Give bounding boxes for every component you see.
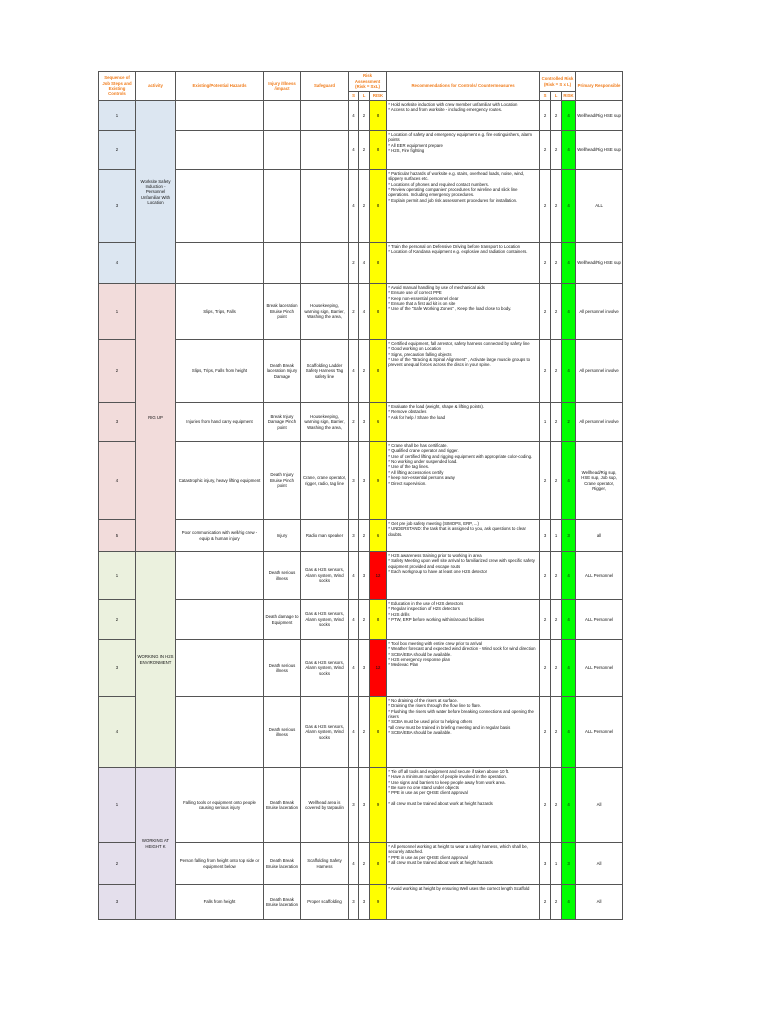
risk-cell: 8 xyxy=(370,697,387,768)
step-number: 4 xyxy=(99,697,136,768)
responsible-cell: ALL Personnel xyxy=(576,697,623,768)
step-number: 3 xyxy=(99,403,136,442)
header-risk: RISK xyxy=(370,92,387,101)
hazard-cell xyxy=(176,131,264,170)
risk-cell: 8 xyxy=(370,843,387,885)
recommendation-cell: * Tool box meeting with entire crew prior to arrival * Weather forecast and expected wind direction - Wind sock for wind direction * SCBA/EBA should be available. * H2S emergency response plan * Medevac Plan xyxy=(387,640,540,697)
table-row xyxy=(99,284,623,340)
safeguard-cell: Gas & H2S sensors, Alarm system, Wind socks xyxy=(301,640,349,697)
table-row xyxy=(99,552,623,600)
likelihood-cell: 3 xyxy=(359,640,370,697)
table-row xyxy=(99,885,623,920)
step-number: 4 xyxy=(99,243,136,284)
safeguard-cell: Housekeeping, warning sign, Barrier, Washing the area, xyxy=(301,403,349,442)
controlled-likelihood-cell: 2 xyxy=(551,697,562,768)
header-recommendations: Recommendations for Controls/ Countermeasures xyxy=(387,72,540,101)
injury-cell: Death Break laceration Injury Damage xyxy=(264,340,301,403)
safeguard-cell: Radio man speaker xyxy=(301,520,349,552)
controlled-severity-cell: 2 xyxy=(540,768,551,843)
step-number: 1 xyxy=(99,101,136,131)
responsible-cell: All xyxy=(576,843,623,885)
injury-cell: Death serious illness xyxy=(264,552,301,600)
controlled-severity-cell: 2 xyxy=(540,552,551,600)
recommendation-cell: * Hold worksite induction with crew member unfamiliar with Location * Access to and from worksite - including emergency routes. xyxy=(387,101,540,131)
safeguard-cell: Gas & H2S sensors, Alarm system, Wind socks xyxy=(301,600,349,640)
risk-cell: 6 xyxy=(370,520,387,552)
safeguard-cell: Crane, crane operator, rigger, radio, tag line xyxy=(301,442,349,520)
controlled-risk-cell: 3 xyxy=(562,843,576,885)
hazard-cell: Catastrophic injury, heavy lifting equipment xyxy=(176,442,264,520)
hazard-cell xyxy=(176,600,264,640)
controlled-severity-cell: 2 xyxy=(540,600,551,640)
injury-cell xyxy=(264,243,301,284)
safeguard-cell: Housekeeping, warning sign, Barrier, Washing the area, xyxy=(301,284,349,340)
injury-cell: Injury xyxy=(264,520,301,552)
severity-cell: 3 xyxy=(349,768,359,843)
severity-cell: 4 xyxy=(349,340,359,403)
header-safeguard: Safeguard xyxy=(301,72,349,101)
step-number: 1 xyxy=(99,284,136,340)
injury-cell: Death serious illness xyxy=(264,697,301,768)
step-number: 2 xyxy=(99,131,136,170)
header-hazards: Existing/Potential Hazards xyxy=(176,72,264,101)
controlled-likelihood-cell: 2 xyxy=(551,552,562,600)
controlled-risk-cell: 4 xyxy=(562,442,576,520)
table-row xyxy=(99,640,623,697)
recommendation-cell: * No draining of the risers at surface. * Draining the risers through the flow line to flare. * Flushing the risers with water before breaking connections and opening the risers * SCBA must be used prior to helping others *all crew must be trained in briefing meeting and in regular basis * SCBA/EBA should be available. xyxy=(387,697,540,768)
safeguard-cell: Gas & H2S sensors, Alarm system, Wind socks xyxy=(301,552,349,600)
activity-cell: Worksite Safety Induction - Personnel Unfamiliar With Location xyxy=(136,101,176,284)
controlled-severity-cell: 2 xyxy=(540,131,551,170)
risk-cell: 8 xyxy=(370,101,387,131)
controlled-likelihood-cell: 2 xyxy=(551,170,562,243)
severity-cell: 2 xyxy=(349,243,359,284)
hazard-cell xyxy=(176,170,264,243)
risk-cell: 9 xyxy=(370,768,387,843)
injury-cell xyxy=(264,101,301,131)
recommendation-cell: * Crane shall be has certificate. * Qualified crane operator and rigger. * Use of certified lifting and rigging equipment with appropriate color-coding. * No working under suspended load. * Use of the tag lines. * All lifting accessories certify * keep non-essential persons away * Direct supervision. xyxy=(387,442,540,520)
likelihood-cell: 2 xyxy=(359,340,370,403)
step-number: 1 xyxy=(99,768,136,843)
step-number: 2 xyxy=(99,340,136,403)
responsible-cell: All xyxy=(576,768,623,843)
header-risk-assessment: Risk Assessment (Risk = SxL) xyxy=(349,72,387,92)
controlled-likelihood-cell: 2 xyxy=(551,243,562,284)
controlled-severity-cell: 2 xyxy=(540,885,551,920)
recommendation-cell: * Evaluate the load (weight, shape & lifting points). * Remove obstacles * Ask for help / Share the load xyxy=(387,403,540,442)
risk-cell: 6 xyxy=(370,403,387,442)
table-row xyxy=(99,600,623,640)
table-row xyxy=(99,520,623,552)
recommendation-cell: * All personnel working at height to wear a safety harness, which shall be, securely attached. * PPE in use as per QHSE client approval * all crew must be trained about work at height hazards xyxy=(387,843,540,885)
likelihood-cell: 2 xyxy=(359,697,370,768)
responsible-cell: all xyxy=(576,520,623,552)
injury-cell: Death Break Bruise laceration xyxy=(264,885,301,920)
responsible-cell: ALL xyxy=(576,170,623,243)
step-number: 3 xyxy=(99,885,136,920)
severity-cell: 3 xyxy=(349,442,359,520)
injury-cell: Break Injury Damage Pinch point xyxy=(264,403,301,442)
controlled-risk-cell: 4 xyxy=(562,101,576,131)
safeguard-cell xyxy=(301,131,349,170)
hazard-cell: Slips, Trips, Falls xyxy=(176,284,264,340)
likelihood-cell: 2 xyxy=(359,600,370,640)
hazard-cell: Slips, Trips, Falls from height xyxy=(176,340,264,403)
likelihood-cell: 2 xyxy=(359,101,370,131)
table-row xyxy=(99,442,623,520)
controlled-risk-cell: 2 xyxy=(562,403,576,442)
severity-cell: 4 xyxy=(349,101,359,131)
likelihood-cell: 3 xyxy=(359,768,370,843)
likelihood-cell: 3 xyxy=(359,442,370,520)
responsible-cell: All personnel involve xyxy=(576,340,623,403)
step-number: 3 xyxy=(99,640,136,697)
severity-cell: 2 xyxy=(349,284,359,340)
hazard-cell xyxy=(176,697,264,768)
recommendation-cell: * Education in the use of H2S detectors * Regular inspection of H2S detectors * H2S drills * PTW, ERP before working within/around facilities xyxy=(387,600,540,640)
controlled-likelihood-cell: 2 xyxy=(551,403,562,442)
activity-cell: WORKING IN H2S ENVIRONMENT xyxy=(136,552,176,768)
severity-cell: 4 xyxy=(349,843,359,885)
table-row xyxy=(99,170,623,243)
responsible-cell: Wellhead/Rig sup, HSE sup, Job sup, Crane operator, Rigger, xyxy=(576,442,623,520)
controlled-likelihood-cell: 2 xyxy=(551,284,562,340)
table-row xyxy=(99,697,623,768)
safeguard-cell xyxy=(301,243,349,284)
severity-cell: 4 xyxy=(349,697,359,768)
risk-cell: 8 xyxy=(370,600,387,640)
controlled-severity-cell: 2 xyxy=(540,697,551,768)
injury-cell xyxy=(264,170,301,243)
risk-cell: 8 xyxy=(370,170,387,243)
injury-cell: Death Break Bruise laceration xyxy=(264,843,301,885)
recommendation-cell: * Certified equipment, fall arrestor, safety harness connected by safety line * Good working on Location * Signs, precaution falling objects * Use of the "Bracing & Spinal Alignment" , Activate large muscle groups to prevent unequal forces across the discs in your spine. xyxy=(387,340,540,403)
controlled-severity-cell: 2 xyxy=(540,284,551,340)
responsible-cell: ALL Personnel xyxy=(576,600,623,640)
hazard-cell xyxy=(176,243,264,284)
responsible-cell: All personnel involve xyxy=(576,403,623,442)
responsible-cell: Wellhead/Rig HSE sup xyxy=(576,131,623,170)
hazard-cell: Injuries from hand carry equipment xyxy=(176,403,264,442)
recommendation-cell: * Get pre job safety meeting (SIMOPS, ERP, ...) * UNDERSTAND: the task that is assigned to you, ask questions to clear doubts. xyxy=(387,520,540,552)
recommendation-cell: * Tie off all tools and equipment and secure if taken above 10 ft. * Have a minimum number of people involved in the operation. * Use signs and barriers to keep people away from work area. * Be sure no one stand under objects * PPE in use as per QHSE client approval * all crew must be trained about work at height hazards xyxy=(387,768,540,843)
likelihood-cell: 2 xyxy=(359,520,370,552)
likelihood-cell: 3 xyxy=(359,552,370,600)
header-sequence: Sequence of Job Steps and Existing Controls xyxy=(99,72,136,101)
header-severity: S xyxy=(349,92,359,101)
controlled-risk-cell: 4 xyxy=(562,640,576,697)
controlled-risk-cell: 4 xyxy=(562,243,576,284)
recommendation-cell: * Train the personal on Defensive Driving before transport to Location * Location of Kandana equipment e.g. explosive and radiation containers. xyxy=(387,243,540,284)
hazard-cell: Person falling from height onto top side or equipment below xyxy=(176,843,264,885)
likelihood-cell: 2 xyxy=(359,843,370,885)
controlled-severity-cell: 3 xyxy=(540,843,551,885)
likelihood-cell: 3 xyxy=(359,403,370,442)
responsible-cell: ALL Personnel xyxy=(576,640,623,697)
controlled-risk-cell: 4 xyxy=(562,697,576,768)
step-number: 5 xyxy=(99,520,136,552)
controlled-risk-cell: 4 xyxy=(562,768,576,843)
controlled-severity-cell: 2 xyxy=(540,170,551,243)
controlled-severity-cell: 2 xyxy=(540,640,551,697)
injury-cell: Death Injury Bruise Pinch point xyxy=(264,442,301,520)
step-number: 4 xyxy=(99,442,136,520)
step-number: 3 xyxy=(99,170,136,243)
recommendation-cell: * Particular hazards of worksite e.g. stairs, overhead loads, noise, wind, slippery surfaces etc. * Locations of phones and required contact numbers. * Review operating companies' procedures for wireline and slick line operations. Including emergency procedures. * Explain permit and job risk assessment procedures for installation. xyxy=(387,170,540,243)
likelihood-cell: 4 xyxy=(359,284,370,340)
responsible-cell: ALL Personnel xyxy=(576,552,623,600)
hazard-cell: Falls from height xyxy=(176,885,264,920)
likelihood-cell: 2 xyxy=(359,131,370,170)
table-row xyxy=(99,340,623,403)
step-number: 1 xyxy=(99,552,136,600)
header-likelihood: L xyxy=(359,92,370,101)
controlled-risk-cell: 3 xyxy=(562,520,576,552)
injury-cell xyxy=(264,131,301,170)
header-primary-responsible: Primary Responsible xyxy=(576,72,623,101)
risk-cell: 8 xyxy=(370,340,387,403)
controlled-likelihood-cell: 2 xyxy=(551,768,562,843)
injury-cell: Death damage to Equipment xyxy=(264,600,301,640)
header-controlled-likelihood: L xyxy=(551,92,562,101)
risk-cell: 8 xyxy=(370,131,387,170)
severity-cell: 3 xyxy=(349,520,359,552)
risk-cell: 8 xyxy=(370,243,387,284)
safeguard-cell: Wellhead area is covered by tarpaulin xyxy=(301,768,349,843)
severity-cell: 4 xyxy=(349,131,359,170)
hazard-cell: Poor communication with well/rig crew - equip & human injury xyxy=(176,520,264,552)
controlled-likelihood-cell: 2 xyxy=(551,442,562,520)
controlled-likelihood-cell: 2 xyxy=(551,340,562,403)
controlled-likelihood-cell: 2 xyxy=(551,131,562,170)
severity-cell: 4 xyxy=(349,640,359,697)
controlled-risk-cell: 4 xyxy=(562,340,576,403)
hazard-cell xyxy=(176,101,264,131)
safeguard-cell xyxy=(301,101,349,131)
controlled-severity-cell: 2 xyxy=(540,340,551,403)
controlled-risk-cell: 4 xyxy=(562,284,576,340)
controlled-risk-cell: 4 xyxy=(562,885,576,920)
controlled-likelihood-cell: 2 xyxy=(551,101,562,131)
table-row xyxy=(99,403,623,442)
table-row xyxy=(99,768,623,843)
table-row xyxy=(99,243,623,284)
risk-assessment-table xyxy=(98,71,623,920)
hazard-cell xyxy=(176,552,264,600)
risk-cell: 8 xyxy=(370,284,387,340)
risk-cell: 9 xyxy=(370,442,387,520)
controlled-risk-cell: 4 xyxy=(562,600,576,640)
header-controlled-risk: Controlled Risk (Risk = S x L) xyxy=(540,72,576,92)
safeguard-cell: Scaffolding Safety Harness xyxy=(301,843,349,885)
recommendation-cell: * Location of safety and emergency equipment e.g. fire extinguishers, alarm points * All EER equipment prepare * H2S, Fire fighting xyxy=(387,131,540,170)
header-controlled-risk-value: RISK xyxy=(562,92,576,101)
controlled-severity-cell: 2 xyxy=(540,101,551,131)
responsible-cell: Wellhead/Rig HSE sup xyxy=(576,243,623,284)
likelihood-cell: 3 xyxy=(359,885,370,920)
controlled-severity-cell: 1 xyxy=(540,403,551,442)
step-number: 2 xyxy=(99,843,136,885)
controlled-risk-cell: 4 xyxy=(562,131,576,170)
risk-cell: 12 xyxy=(370,552,387,600)
hazard-cell: Falling tools or equipment onto people causing serious injury xyxy=(176,768,264,843)
controlled-likelihood-cell: 2 xyxy=(551,640,562,697)
injury-cell: Death serious illness xyxy=(264,640,301,697)
severity-cell: 2 xyxy=(349,403,359,442)
injury-cell: Death Break Bruise laceration xyxy=(264,768,301,843)
risk-cell: 12 xyxy=(370,640,387,697)
safeguard-cell xyxy=(301,170,349,243)
recommendation-cell: * Avoid working at height by ensuring Well uses the correct length Scaffold xyxy=(387,885,540,920)
table-row xyxy=(99,131,623,170)
severity-cell: 4 xyxy=(349,170,359,243)
table-row xyxy=(99,101,623,131)
table-row xyxy=(99,843,623,885)
controlled-risk-cell: 4 xyxy=(562,170,576,243)
severity-cell: 4 xyxy=(349,552,359,600)
header-activity: activity xyxy=(136,72,176,101)
controlled-likelihood-cell: 1 xyxy=(551,843,562,885)
safeguard-cell: Proper scaffolding xyxy=(301,885,349,920)
controlled-severity-cell: 2 xyxy=(540,442,551,520)
controlled-likelihood-cell: 2 xyxy=(551,600,562,640)
recommendation-cell: * Avoid manual handling by use of mechanical aids * Ensure use of correct PPE * Keep non-essential personnel clear * Ensure that a first aid kit is on site * Use of the "Safe Working Zones" , Keep the load close to body. xyxy=(387,284,540,340)
recommendation-cell: * H2S awareness training prior to working in area * Safety Meeting upon well site arrival to familiarized crew with specific safety equipment provided and escape routs * Each workgroup to have at least one H2S detector xyxy=(387,552,540,600)
controlled-likelihood-cell: 1 xyxy=(551,520,562,552)
risk-cell: 9 xyxy=(370,885,387,920)
severity-cell: 3 xyxy=(349,885,359,920)
hazard-cell xyxy=(176,640,264,697)
controlled-likelihood-cell: 2 xyxy=(551,885,562,920)
severity-cell: 4 xyxy=(349,600,359,640)
step-number: 2 xyxy=(99,600,136,640)
responsible-cell: Wellhead/Rig HSE sup xyxy=(576,101,623,131)
header-injury: Injury /Illness /impact xyxy=(264,72,301,101)
likelihood-cell: 4 xyxy=(359,243,370,284)
activity-cell: WORKING AT HEIGHT K xyxy=(136,768,176,920)
table-body xyxy=(99,101,623,920)
responsible-cell: All personnel involve xyxy=(576,284,623,340)
safeguard-cell: Scaffolding Ladder Safety Harness Tag safety line xyxy=(301,340,349,403)
safeguard-cell: Gas & H2S sensors, Alarm system, Wind socks xyxy=(301,697,349,768)
likelihood-cell: 2 xyxy=(359,170,370,243)
header-controlled-severity: S xyxy=(540,92,551,101)
controlled-severity-cell: 2 xyxy=(540,243,551,284)
injury-cell: Break laceration Bruise Pinch point xyxy=(264,284,301,340)
activity-cell: RIG UP xyxy=(136,284,176,552)
controlled-risk-cell: 4 xyxy=(562,552,576,600)
responsible-cell: All xyxy=(576,885,623,920)
controlled-severity-cell: 3 xyxy=(540,520,551,552)
